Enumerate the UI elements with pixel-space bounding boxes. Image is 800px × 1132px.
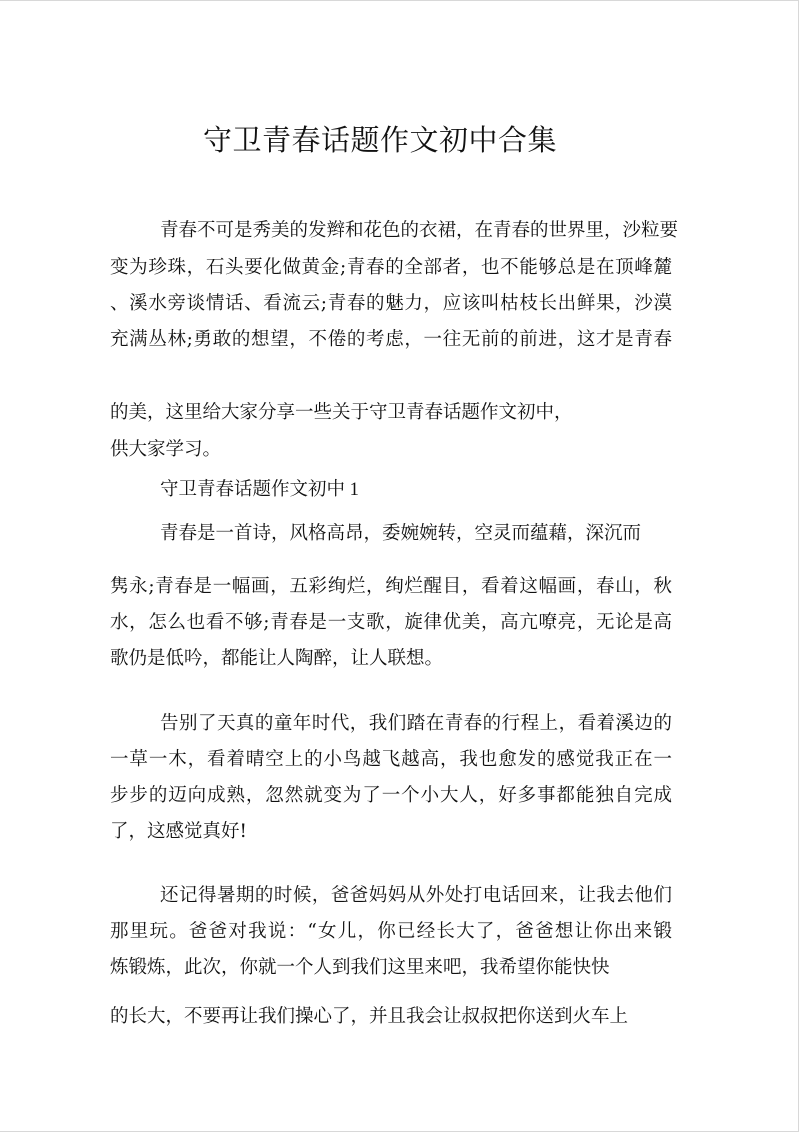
- paragraph-line: 还记得暑期的时候，爸爸妈妈从外处打电话回来，让我去他们: [160, 885, 672, 906]
- paragraph-line: 一草一木，看着晴空上的小鸟越飞越高，我也愈发的感觉我正在一: [110, 749, 672, 770]
- paragraph-line: 炼锻炼，此次，你就一个人到我们这里来吧，我希望你能快快: [110, 957, 610, 978]
- intro-line: 变为珍珠，石头要化做黄金;青春的全部者，也不能够总是在顶峰麓: [110, 257, 672, 278]
- paragraph-line: 那里玩。爸爸对我说：“女儿，你已经长大了，爸爸想让你出来锻: [110, 921, 672, 942]
- paragraph-line: 青春是一首诗，风格高昂，委婉婉转，空灵而蕴藉，深沉而: [160, 523, 642, 544]
- paragraph-line: 水，怎么也看不够;青春是一支歌，旋律优美，高亢嘹亮，无论是高: [110, 612, 672, 633]
- paragraph-line: 的长大，不要再让我们操心了，并且我会让叔叔把你送到火车上: [110, 1006, 629, 1027]
- intro-line: 供大家学习。: [110, 439, 222, 460]
- paragraph-line: 歌仍是低吟，都能让人陶醉，让人联想。: [110, 648, 444, 669]
- paragraph-line: 告别了天真的童年时代，我们踏在青春的行程上，看着溪边的: [160, 713, 672, 734]
- intro-line: 的美，这里给大家分享一些关于守卫青春话题作文初中，: [110, 402, 573, 423]
- paragraph-line: 隽永;青春是一幅画，五彩绚烂，绚烂醒目，看着这幅画，春山，秋: [110, 576, 672, 597]
- intro-line: 、溪水旁谈情话、看流云;青春的魅力，应该叫枯枝长出鲜果，沙漠: [110, 293, 672, 314]
- document-title: 守卫青春话题作文初中合集: [203, 123, 558, 157]
- paragraph-line: 了，这感觉真好!: [110, 821, 247, 842]
- intro-line: 充满丛林;勇敢的想望，不倦的考虑，一往无前的前进，这才是青春: [110, 329, 672, 350]
- intro-line: 青春不可是秀美的发辫和花色的衣裙，在青春的世界里，沙粒要: [160, 220, 679, 241]
- section-subtitle: 守卫青春话题作文初中 1: [160, 480, 359, 500]
- paragraph-line: 步步的迈向成熟，忽然就变为了一个小大人，好多事都能独自完成: [110, 785, 672, 806]
